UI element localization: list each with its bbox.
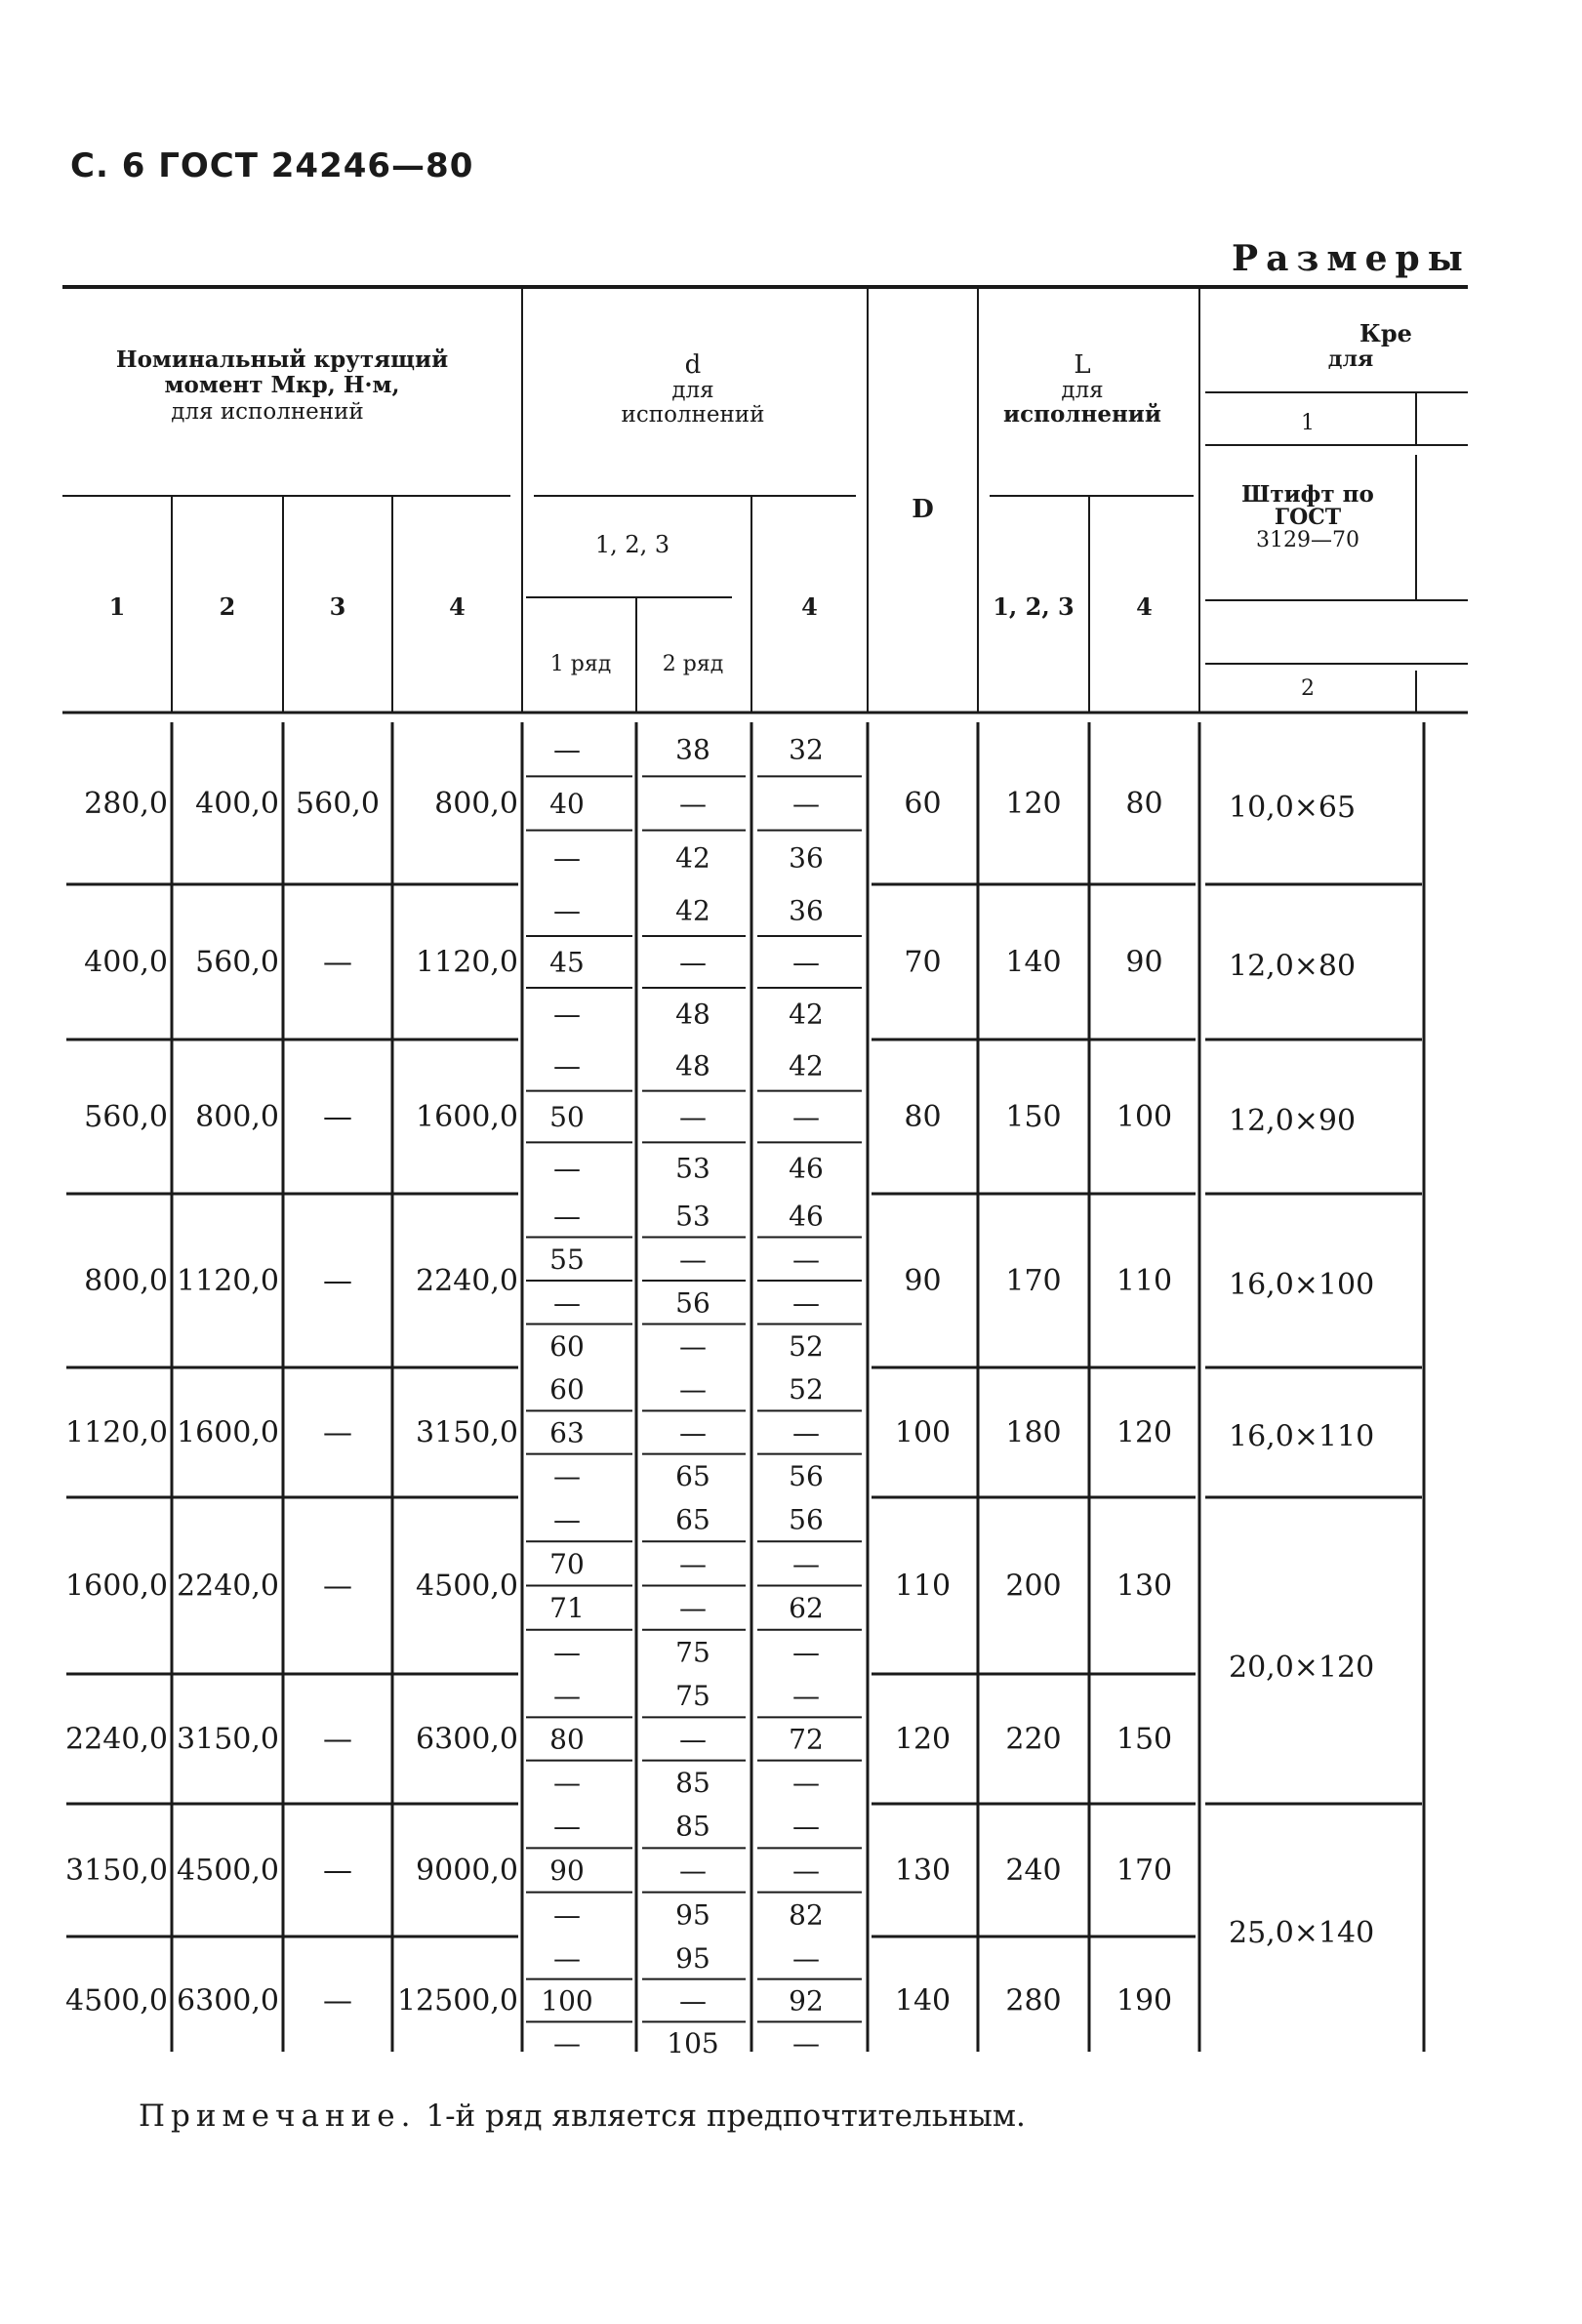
torque-value-exec2: 400,0 [195,787,279,821]
fastener-header: Кре [1359,319,1412,347]
d-value-row2: — [679,1329,707,1363]
torque-value-exec4: 9000,0 [416,1854,518,1888]
d-value-row1: — [553,894,581,927]
pin-value: 16,0×100 [1229,1268,1375,1302]
d-value-row2: — [679,1373,707,1407]
d-value-row1: — [553,1636,581,1669]
d-value-row1: — [553,1049,581,1082]
d-row2-header: 2 ряд [662,652,724,676]
d-value-row1: — [553,1810,581,1843]
d-value-row2: 53 [675,1200,710,1233]
torque-value-exec1: 1600,0 [65,1569,168,1604]
pin-value-merged: 25,0×140 [1229,1916,1375,1950]
d-value-row1: 63 [549,1416,585,1449]
d-value-row2: — [679,1984,707,2018]
L-value-exec123: 150 [1005,1100,1062,1134]
d-value-row2: 75 [675,1636,710,1669]
d-value-row1: 80 [549,1723,585,1756]
table-note [139,2099,1026,2134]
torque-value-exec3: — [323,1415,352,1450]
d-value-row1: 40 [549,788,585,820]
d-value-row1: — [553,1766,581,1799]
d-value-row1: — [553,1898,581,1932]
table-drawing [62,283,1468,2064]
d-value-row1: 50 [549,1101,585,1133]
d-value-exec4: — [792,1810,820,1843]
d-value-row2: 85 [675,1810,710,1843]
torque-value-exec1: 4500,0 [65,1983,168,2018]
d-value-exec4: — [792,1416,820,1449]
fastener-subcol-1: 1 [1301,411,1315,435]
d-value-row2: 53 [675,1152,710,1185]
d-value-row1: 70 [549,1547,585,1580]
note-text: 1-й ряд является предпочтительным. [426,2099,1026,2134]
sizes-label: Размеры [1232,238,1471,279]
torque-value-exec2: 560,0 [195,945,279,980]
D-value: 80 [904,1100,942,1134]
d-value-exec4: 46 [789,1152,824,1185]
d-value-row1: — [553,1503,581,1536]
torque-value-exec1: 560,0 [84,1100,168,1134]
d-value-row1: 60 [549,1329,585,1363]
L-value-exec4: 100 [1116,1100,1173,1134]
d-row1-header: 1 ряд [549,652,612,676]
pin-value: 10,0×65 [1229,791,1357,825]
torque-value-exec1: 800,0 [84,1264,168,1298]
D-value: 110 [894,1569,952,1604]
d-value-row2: 56 [675,1286,710,1320]
d-value-row2: 105 [667,2027,719,2060]
dimensions-table [62,283,1468,2068]
d-value-exec4: — [792,2027,820,2060]
L-value-exec4: 130 [1116,1569,1173,1604]
d-value-row2: 95 [675,1941,710,1975]
d-value-exec4: 56 [789,1503,824,1536]
d-value-exec4: — [792,1547,820,1580]
torque-subcol-3: 3 [329,592,346,621]
L-value-exec123: 280 [1005,1983,1062,2018]
torque-value-exec1: 2240,0 [65,1722,168,1757]
L-value-exec4: 80 [1125,787,1163,821]
d-value-exec4: — [792,1766,820,1799]
d-value-row1: — [553,1152,581,1185]
d-value-row1: — [553,733,581,766]
d-value-exec4: 56 [789,1459,824,1492]
d-value-exec4: 42 [789,1049,824,1082]
d-value-exec4: — [792,1855,820,1887]
D-value: 60 [904,787,942,821]
L-value-exec4: 150 [1116,1722,1173,1757]
d-value-row2: 95 [675,1898,710,1932]
d-value-row2: 65 [675,1503,710,1536]
d-header: исполнений [621,402,765,428]
L-value-exec123: 140 [1005,945,1062,980]
torque-value-exec2: 1120,0 [177,1264,279,1298]
d-value-exec4: 36 [789,894,824,927]
d-value-exec4: — [792,946,820,979]
d-value-row2: 75 [675,1680,710,1713]
d-value-row1: — [553,1200,581,1233]
d-value-row2: — [679,1547,707,1580]
d-value-row2: 38 [675,733,710,766]
d-value-row2: — [679,1723,707,1756]
torque-value-exec1: 280,0 [84,787,168,821]
d-value-row1: 60 [549,1373,585,1407]
torque-value-exec1: 400,0 [84,945,168,980]
d-value-row1: — [553,1286,581,1320]
d-value-exec4: — [792,1941,820,1975]
L-value-exec4: 110 [1116,1264,1173,1298]
D-value: 100 [894,1415,952,1450]
d-value-row2: — [679,1592,707,1625]
d-value-exec4: — [792,788,820,820]
d-value-exec4: — [792,1101,820,1133]
L-value-exec4: 90 [1125,945,1163,980]
L-value-exec123: 120 [1005,787,1062,821]
torque-value-exec4: 12500,0 [396,1983,518,2018]
d-value-row1: — [553,1680,581,1713]
pin-header: Штифт по [1241,481,1374,508]
d-value-row2: 48 [675,998,710,1031]
torque-value-exec4: 6300,0 [416,1722,518,1757]
torque-value-exec4: 1120,0 [416,945,518,980]
L-value-exec123: 240 [1005,1854,1062,1888]
torque-subcol-2: 2 [219,592,236,621]
d-value-row2: — [679,946,707,979]
torque-value-exec3: — [323,1854,352,1888]
d-value-row1: 100 [541,1984,593,2018]
torque-value-exec3: — [323,945,352,980]
pin-header: 3129—70 [1256,528,1359,552]
L-value-exec123: 220 [1005,1722,1062,1757]
D-value: 90 [904,1264,942,1298]
torque-value-exec1: 1120,0 [65,1415,168,1450]
d-value-exec4: 72 [789,1723,824,1756]
d-value-exec4: — [792,1636,820,1669]
pin-value: 12,0×80 [1229,949,1357,984]
d-value-exec4: 46 [789,1200,824,1233]
d-value-row2: 85 [675,1766,710,1799]
d-value-exec4: 42 [789,998,824,1031]
fastener-subcol-2: 2 [1301,676,1315,701]
torque-header: момент Мкр, Н·м, [164,372,400,398]
d-value-row1: 45 [549,946,585,979]
torque-value-exec3: — [323,1722,352,1757]
d-value-row2: — [679,1416,707,1449]
torque-value-exec3: — [323,1264,352,1298]
d-value-exec4: 52 [789,1329,824,1363]
fastener-header: для [1327,347,1374,372]
d-value-row2: — [679,1855,707,1887]
L-exec4-header: 4 [1136,592,1153,621]
torque-value-exec2: 4500,0 [177,1854,279,1888]
d-value-row2: 48 [675,1049,710,1082]
torque-value-exec1: 3150,0 [65,1854,168,1888]
L-value-exec123: 180 [1005,1415,1062,1450]
d-value-row1: — [553,1459,581,1492]
d-value-row2: — [679,788,707,820]
d-value-row2: — [679,1243,707,1276]
L-value-exec4: 120 [1116,1415,1173,1450]
d-value-row2: 42 [675,894,710,927]
D-value: 140 [894,1983,952,2018]
pin-value: 16,0×110 [1229,1419,1375,1454]
d-value-row1: — [553,841,581,875]
L-value-exec4: 170 [1116,1854,1173,1888]
torque-value-exec2: 1600,0 [177,1415,279,1450]
L-value-exec123: 200 [1005,1569,1062,1604]
L-value-exec4: 190 [1116,1983,1173,2018]
d-value-row1: — [553,1941,581,1975]
D-value: 130 [894,1854,952,1888]
d-value-row2: 65 [675,1459,710,1492]
pin-value-merged: 20,0×120 [1229,1651,1375,1685]
torque-value-exec4: 1600,0 [416,1100,518,1134]
torque-subcol-4: 4 [449,592,466,621]
d-value-row1: — [553,2027,581,2060]
d-header: d [684,350,702,380]
torque-value-exec3: — [323,1569,352,1604]
torque-header: Номинальный крутящий [115,347,449,373]
d-value-exec4: 92 [789,1984,824,2018]
torque-value-exec4: 2240,0 [416,1264,518,1298]
d-value-row1: 55 [549,1243,585,1276]
torque-value-exec2: 6300,0 [177,1983,279,2018]
torque-value-exec3: — [323,1100,352,1134]
d-value-row1: 90 [549,1855,585,1887]
d-value-exec4: 82 [789,1898,824,1932]
d-value-exec4: — [792,1286,820,1320]
page-header: С. 6 ГОСТ 24246—80 [70,146,474,185]
D-value: 120 [894,1722,952,1757]
d-value-row1: 71 [549,1592,585,1625]
d-value-exec4: 62 [789,1592,824,1625]
L-header: исполнений [1003,401,1161,428]
d-value-row2: — [679,1101,707,1133]
d-value-exec4: — [792,1243,820,1276]
torque-value-exec2: 2240,0 [177,1569,279,1604]
torque-value-exec4: 4500,0 [416,1569,518,1604]
D-value: 70 [904,945,942,980]
d-value-exec4: 52 [789,1373,824,1407]
d-value-row1: — [553,998,581,1031]
d-value-exec4: 36 [789,841,824,875]
L-header: для [1061,378,1104,403]
torque-header: для исполнений [171,399,364,425]
d-header: для [671,378,714,403]
L-header: L [1074,350,1091,380]
d-group-header: 1, 2, 3 [594,531,670,558]
d-value-exec4: 32 [789,733,824,766]
L-value-exec123: 170 [1005,1264,1062,1298]
pin-value: 12,0×90 [1229,1104,1357,1138]
d-value-exec4: — [792,1680,820,1713]
d-value-row2: 42 [675,841,710,875]
d-exec4-header: 4 [801,592,818,621]
torque-value-exec3: 560,0 [296,787,380,821]
D-header: D [912,495,934,524]
torque-value-exec4: 800,0 [434,787,518,821]
torque-subcol-1: 1 [108,592,126,621]
torque-value-exec3: — [323,1983,352,2018]
torque-value-exec4: 3150,0 [416,1415,518,1450]
L-exec123-header: 1, 2, 3 [993,592,1075,621]
torque-value-exec2: 800,0 [195,1100,279,1134]
note-label: Примечание. [139,2099,417,2134]
torque-value-exec2: 3150,0 [177,1722,279,1757]
pin-header: ГОСТ [1274,505,1342,530]
